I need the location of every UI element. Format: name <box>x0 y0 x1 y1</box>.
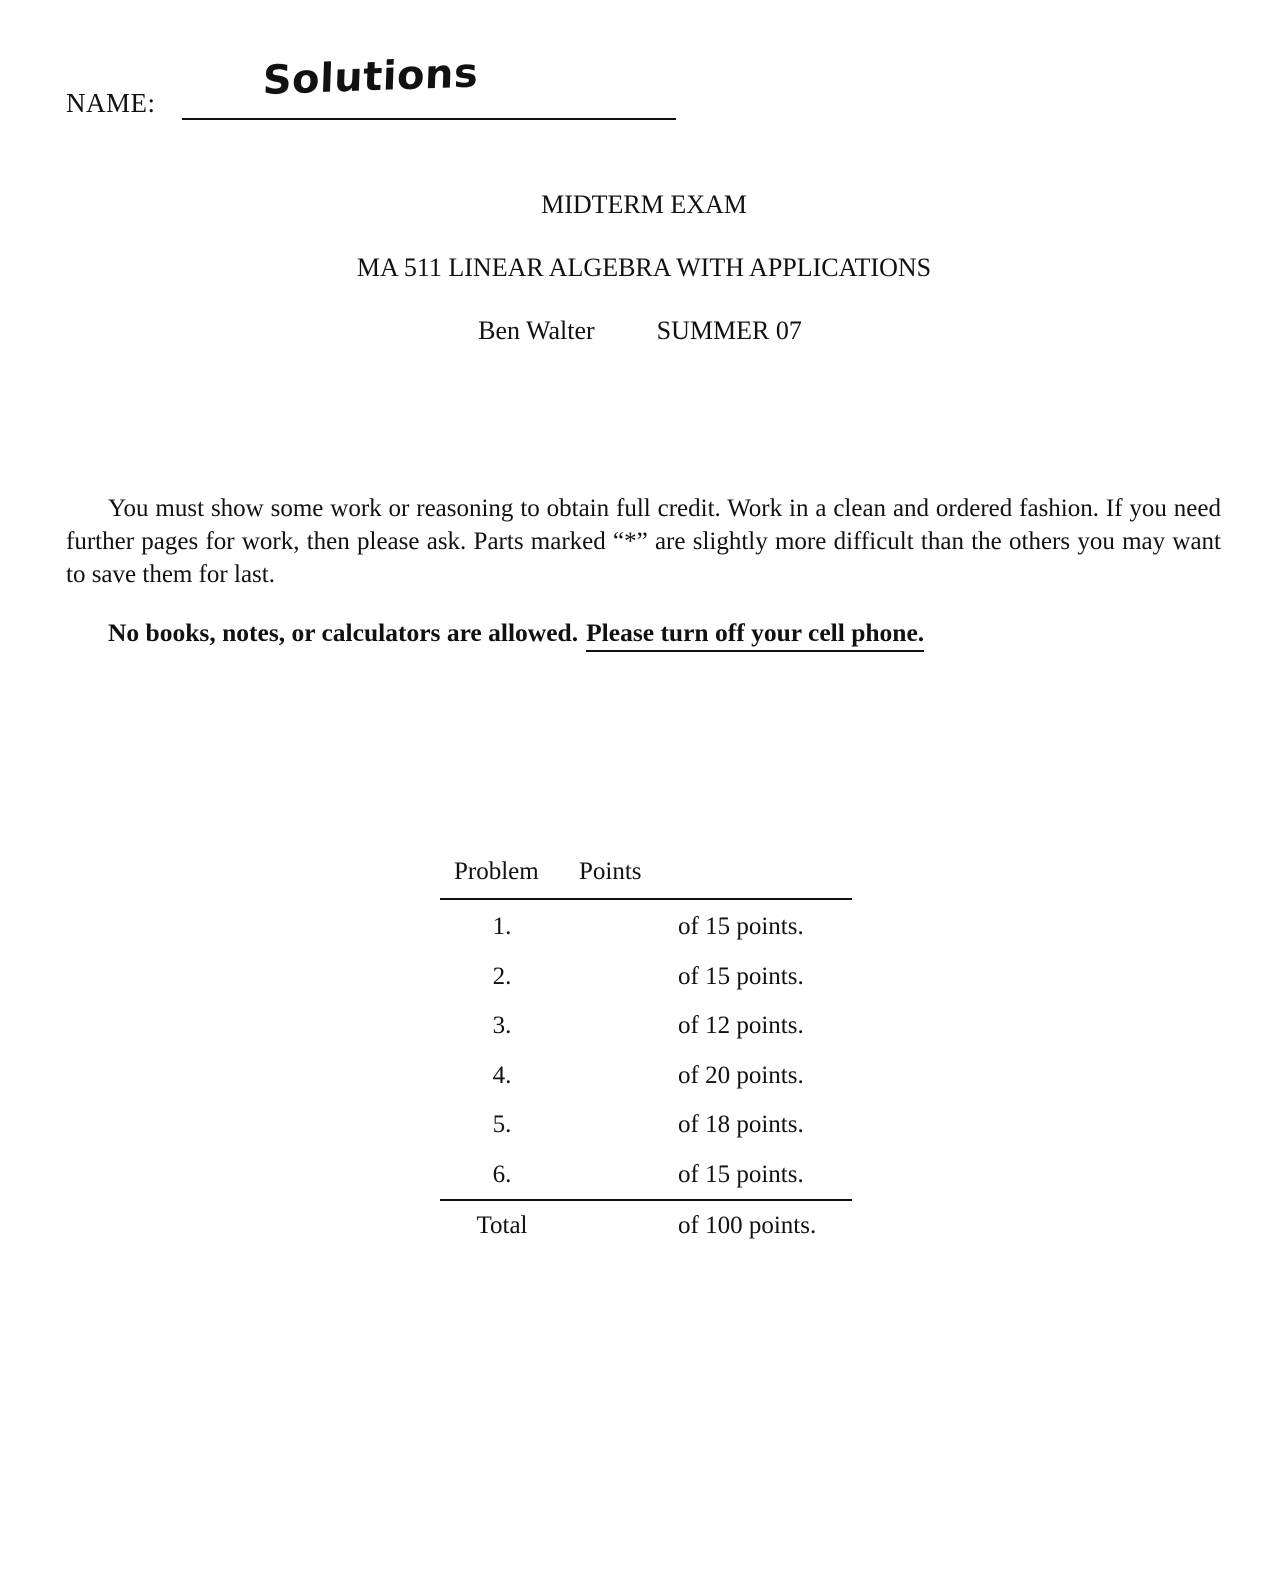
problem-number: 5. <box>492 1111 512 1138</box>
table-row <box>440 1049 852 1099</box>
name-underline <box>182 118 676 120</box>
problem-points: of 15 points. <box>678 962 804 990</box>
problem-number: 1. <box>492 913 512 940</box>
total-points: of 100 points. <box>678 1212 817 1239</box>
table-row <box>440 900 852 950</box>
table-row <box>440 999 852 1049</box>
course-title: MA 511 LINEAR ALGEBRA WITH APPLICATIONS <box>356 253 932 282</box>
problem-number: 3. <box>492 1012 512 1039</box>
problem-points: of 12 points. <box>678 1012 804 1039</box>
exam-title: MIDTERM EXAM <box>541 190 747 219</box>
instructor-name: Ben Walter <box>478 316 595 345</box>
table-row <box>440 1098 852 1148</box>
total-row <box>440 1201 852 1251</box>
instructions-paragraph: You must show some work or reasoning to obtain full credit. Work in a clean and ordered fashion. If you need further pages for work, then please ask. Parts marked “*” are slightly more difficult than the others you may want to save them for last. <box>66 495 1221 588</box>
header-problem: Problem <box>454 858 539 885</box>
score-rows <box>440 900 852 1201</box>
rules-text: No books, notes, or calculators are allowed. <box>108 618 579 647</box>
cell-phone-notice: Please turn off your cell phone. <box>586 618 924 652</box>
exam-term: SUMMER 07 <box>656 316 802 345</box>
score-table-header <box>440 858 852 900</box>
name-label: NAME: <box>66 88 156 118</box>
problem-points: of 15 points. <box>678 913 804 940</box>
table-row <box>440 1148 852 1198</box>
table-row <box>440 950 852 1000</box>
problem-number: 2. <box>492 962 512 990</box>
exam-rules <box>108 618 924 652</box>
problem-points: of 18 points. <box>678 1111 804 1138</box>
problem-number: 4. <box>492 1061 512 1089</box>
total-label: Total <box>476 1212 528 1239</box>
problem-number: 6. <box>492 1160 512 1188</box>
problem-points: of 20 points. <box>678 1061 804 1089</box>
score-table <box>440 858 852 1251</box>
problem-points: of 15 points. <box>678 1160 804 1188</box>
name-handwritten-value: Solutions <box>262 50 480 104</box>
header-points: Points <box>579 858 642 885</box>
instructor-term-row <box>0 316 1280 346</box>
